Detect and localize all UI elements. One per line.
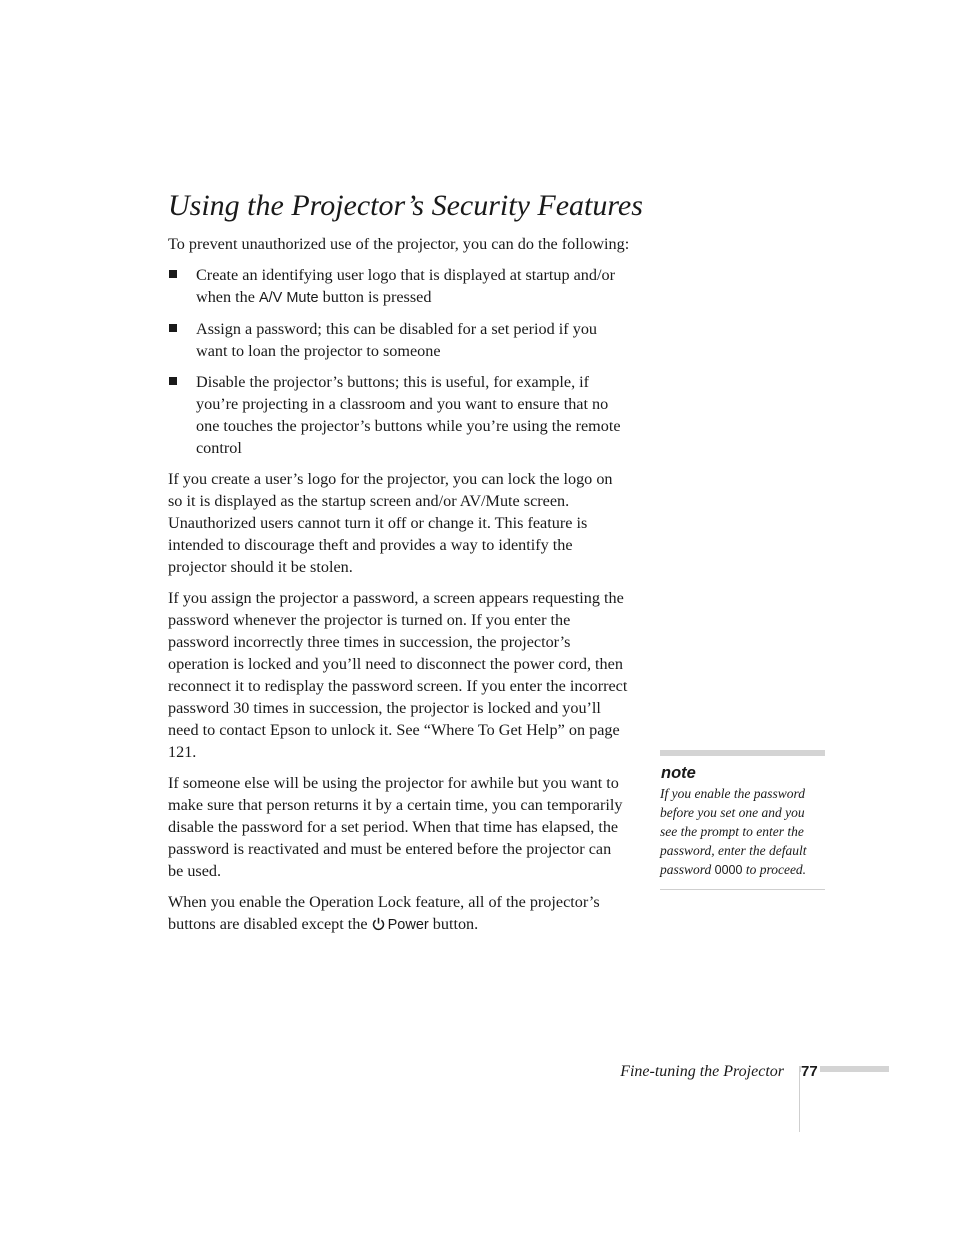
bullet-text: Assign a password; this can be disabled for a set period if you want to loan the projector to someone (196, 320, 598, 360)
security-options-list (168, 264, 630, 459)
page-number: 77 (801, 1063, 818, 1080)
av-mute-key-label: A/V Mute (258, 290, 319, 306)
temporary-disable-paragraph: If someone else will be using the projector for awhile but you want to make sure that person returns it by a certain time, you can temporarily disable the password for a set period. When that time has elapsed, the password is reactivated and must be entered before the projector can be used. (168, 774, 623, 880)
footer-section-title: Fine-tuning the Projector (620, 1063, 784, 1080)
note-sidebar (660, 750, 825, 890)
power-key-label (372, 917, 429, 933)
square-bullet-icon (169, 270, 177, 278)
bullet-text: Disable the projector’s buttons; this is useful, for example, if you’re projecting in a classroom and you want to ensure that no one touches the projector’s buttons while you’re using the remote control (196, 373, 621, 457)
square-bullet-icon (169, 377, 177, 385)
list-item (168, 371, 630, 459)
paragraph-text: When you enable the Operation Lock feature, all of the projector’s buttons are disabled except the (168, 893, 600, 933)
power-key-text: Power (387, 917, 429, 933)
intro-paragraph: To prevent unauthorized use of the projector, you can do the following: (168, 235, 630, 253)
square-bullet-icon (169, 324, 177, 332)
note-text-part: If you enable the password before you set one and you see the prompt to enter the password, enter the default password (660, 786, 807, 877)
default-password-code: 0000 (714, 863, 743, 877)
bullet-text: Create an identifying user logo that is displayed at startup and/or when the (196, 266, 615, 306)
note-text (660, 784, 825, 890)
power-icon (372, 917, 385, 931)
bullet-text: button is pressed (322, 288, 432, 306)
note-text-part: to proceed. (745, 862, 807, 877)
main-content (168, 233, 630, 945)
note-heading: note (661, 764, 696, 782)
page-title: Using the Projector’s Security Features (168, 186, 651, 226)
list-item (168, 318, 630, 362)
note-rule (660, 750, 825, 756)
footer-divider (799, 1066, 800, 1132)
operation-lock-paragraph (168, 891, 630, 936)
logo-paragraph: If you create a user’s logo for the projector, you can lock the logo on so it is displayed as the startup screen and/or AV/Mute screen. Unauthorized users cannot turn it off or change it. This feature is intended to discourage theft and provides a way to identify the projector should it be stolen. (168, 470, 613, 576)
paragraph-text: button. (432, 915, 479, 933)
password-paragraph: If you assign the projector a password, a screen appears requesting the password whenever the projector is turned on. If you enter the password incorrectly three times in succession, the projector’s operation is locked and you’ll need to disconnect the power cord, then reconnect it to redisplay the password screen. If you enter the incorrect password 30 times in succession, the projector is locked and you’ll need to contact Epson to unlock it. See “Where To Get Help” on page 121. (168, 589, 628, 761)
list-item (168, 264, 630, 309)
